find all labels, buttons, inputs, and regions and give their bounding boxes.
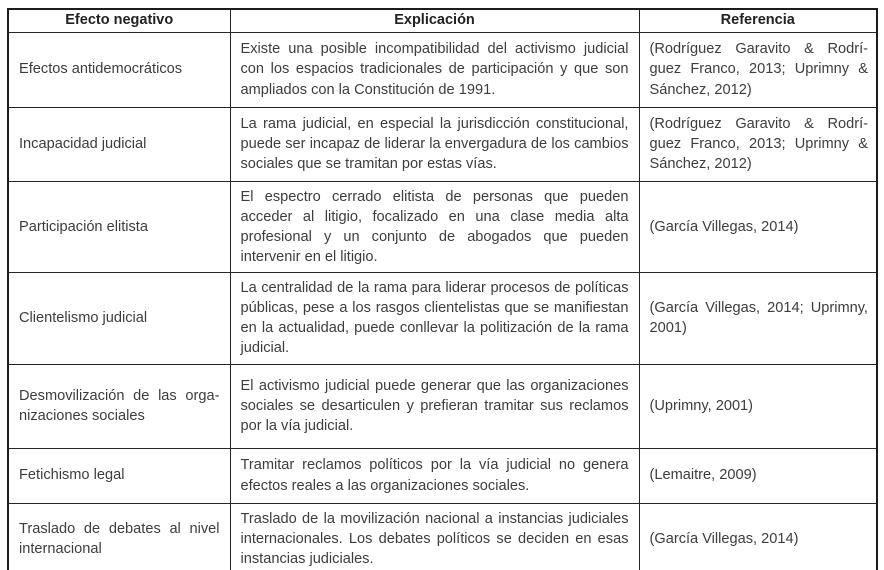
table-row <box>8 32 877 107</box>
negative-effects-table <box>7 8 878 570</box>
cell-efecto-negativo: Incapacidad judicial <box>8 107 230 181</box>
cell-explicacion: La centralidad de la rama para liderar procesos de políticas públicas, pese a los rasgos clientelistas que se manifiestan en la actualidad, puede conllevar la politización de la rama judicial. <box>230 273 639 365</box>
column-header-referencia: Referencia <box>639 9 877 32</box>
table-row <box>8 181 877 273</box>
table-row <box>8 273 877 365</box>
cell-referencia: (García Villegas, 2014) <box>639 503 877 570</box>
table-header-row <box>8 9 877 32</box>
table-row <box>8 503 877 570</box>
cell-explicacion: La rama judicial, en especial la jurisdicción constitucional, puede ser incapaz de liderar la envergadura de los cambios sociales que se tramitan por estas vías. <box>230 107 639 181</box>
cell-explicacion: El activismo judicial puede generar que las organizaciones sociales se desarticulen y prefieran tramitar sus reclamos por la vía judicial. <box>230 364 639 448</box>
cell-referencia: (García Villegas, 2014) <box>639 181 877 273</box>
cell-efecto-negativo: Clientelismo judicial <box>8 273 230 365</box>
cell-efecto-negativo: Desmovilización de las orga-nizaciones sociales <box>8 364 230 448</box>
cell-explicacion: Existe una posible incompatibilidad del activismo judicial con los espacios tradicionales de participación y que son ampliados con la Constitución de 1991. <box>230 32 639 107</box>
cell-explicacion: Traslado de la movilización nacional a instancias judiciales internacionales. Los debates políticos se deciden en esas instancias judiciales. <box>230 503 639 570</box>
table-row <box>8 107 877 181</box>
column-header-explicacion: Explicación <box>230 9 639 32</box>
table-row <box>8 448 877 503</box>
cell-efecto-negativo: Fetichismo legal <box>8 448 230 503</box>
cell-referencia: (Lemaitre, 2009) <box>639 448 877 503</box>
cell-efecto-negativo: Participación elitista <box>8 181 230 273</box>
table-row <box>8 364 877 448</box>
cell-efecto-negativo: Efectos antidemocráticos <box>8 32 230 107</box>
cell-referencia: (García Villegas, 2014; Uprimny, 2001) <box>639 273 877 365</box>
column-header-efecto-negativo: Efecto negativo <box>8 9 230 32</box>
cell-referencia: (Uprimny, 2001) <box>639 364 877 448</box>
cell-explicacion: Tramitar reclamos políticos por la vía judicial no genera efectos reales a las organizaciones sociales. <box>230 448 639 503</box>
cell-referencia: (Rodríguez Garavito & Rodrí-guez Franco, 2013; Uprimny & Sánchez, 2012) <box>639 107 877 181</box>
cell-explicacion: El espectro cerrado elitista de personas que pueden acceder al litigio, focalizado en una clase media alta profesional y un conjunto de abogados que pueden intervenir en el litigio. <box>230 181 639 273</box>
cell-efecto-negativo: Traslado de debates al nivel internacional <box>8 503 230 570</box>
cell-referencia: (Rodríguez Garavito & Rodrí-guez Franco, 2013; Uprimny & Sánchez, 2012) <box>639 32 877 107</box>
